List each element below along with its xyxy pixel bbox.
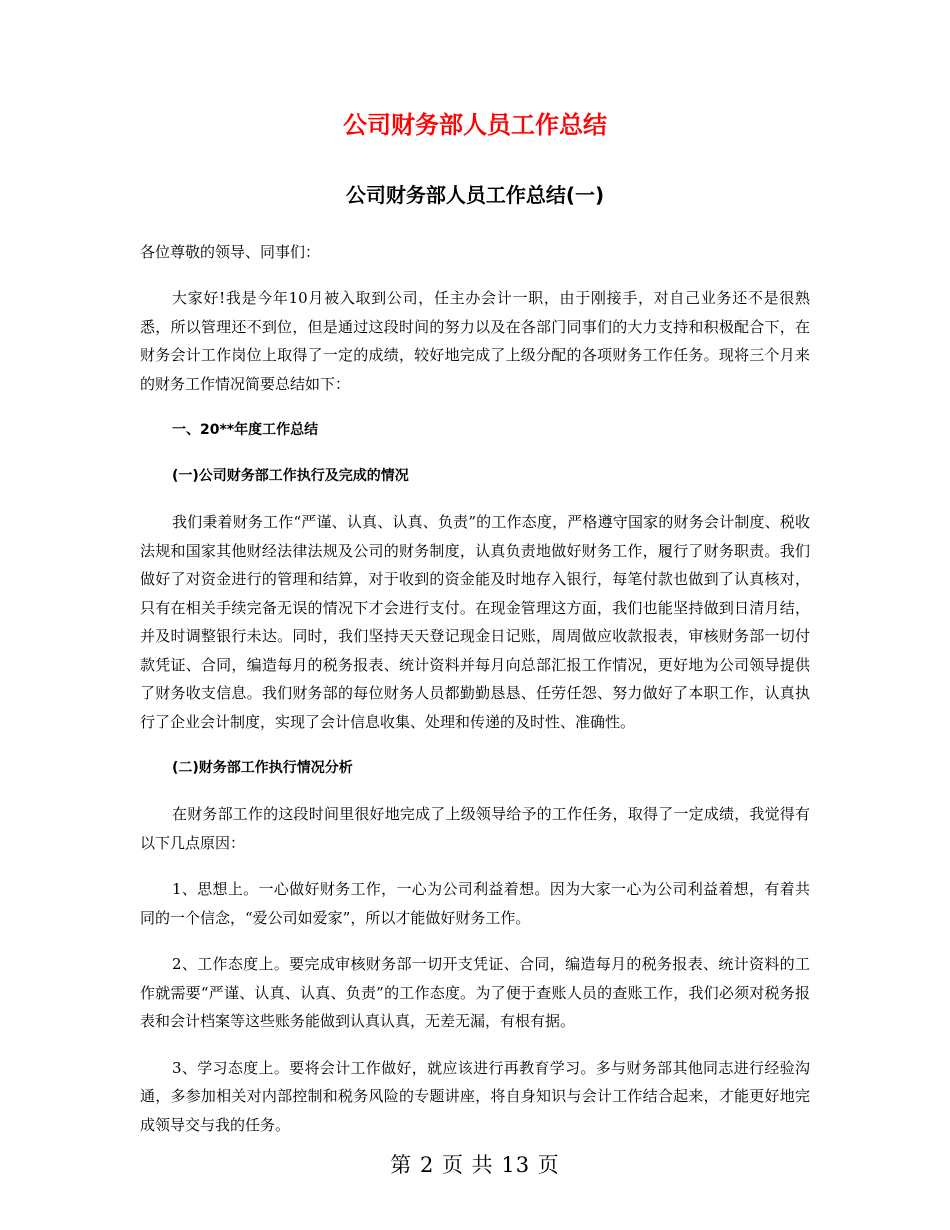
point-learning-attitude: 3、学习态度上。要将会计工作做好，就应该进行再教育学习。多与财务部其他同志进行经验沟通，多参加相关对内部控制和税务风险的专题讲座，将自身知识与会计工作结合起来，才能更好地完成领导交与我的任务。 — [140, 1058, 810, 1134]
document-body — [140, 238, 810, 1139]
execution-paragraph: 我们秉着财务工作“严谨、认真、认真、负责”的工作态度，严格遵守国家的财务会计制度、税收法规和国家其他财经法律法规及公司的财务制度，认真负责地做好财务工作，履行了财务职责。我们做好了对资金进行的管理和结算，对于收到的资金能及时地存入银行，每笔付款也做到了认真核对，只有在相关手续完备无误的情况下才会进行支付。在现金管理这方面，我们也能坚持做到日清月结，并及时调整银行未达。同时，我们坚持天天登记现金日记账，周周做应收款报表，审核财务部一切付款凭证、合同，编造每月的税务报表、统计资料并每月向总部汇报工作情况，更好地为公司领导提供了财务收支信息。我们财务部的每位财务人员都勤勤恳恳、任劳任怨、努力做好了本职工作，认真执行了企业会计制度，实现了会计信息收集、处理和传递的及时性、准确性。 — [140, 513, 810, 731]
page-number-footer: 第 2 页 共 13 页 — [390, 1153, 560, 1177]
section-heading-annual-summary: 一、20**年度工作总结 — [172, 422, 319, 438]
analysis-intro-paragraph: 在财务部工作的这段时间里很好地完成了上级领导给予的工作任务，取得了一定成绩，我觉得有以下几点原因： — [140, 805, 810, 852]
subsection-heading-execution: (一)公司财务部工作执行及完成的情况 — [172, 468, 409, 484]
point-work-attitude: 2、工作态度上。要完成审核财务部一切开支凭证、合同，编造每月的税务报表、统计资料的工作就需要“严谨、认真、认真、负责”的工作态度。为了便于查账人员的查账工作，我们必须对税务报表和会计档案等这些账务能做到认真认真，无差无漏，有根有据。 — [140, 955, 810, 1030]
subsection-heading-analysis: (二)财务部工作执行情况分析 — [172, 760, 353, 776]
document-subtitle: 公司财务部人员工作总结(一) — [345, 183, 605, 207]
point-thinking: 1、思想上。一心做好财务工作，一心为公司利益着想。因为大家一心为公司利益着想，有着共同的一个信念，“爱公司如爱家”，所以才能做好财务工作。 — [140, 880, 810, 927]
intro-paragraph: 大家好!我是今年10月被入取到公司，任主办会计一职，由于刚接手，对自己业务还不是很熟悉，所以管理还不到位，但是通过这段时间的努力以及在各部门同事们的大力支持和积极配合下，在财务会计工作岗位上取得了一定的成绩，较好地完成了上级分配的各项财务工作任务。现将三个月来的财务工作情况简要总结如下： — [140, 289, 810, 393]
greeting: 各位尊敬的领导、同事们： — [140, 243, 321, 261]
document-title: 公司财务部人员工作总结 — [343, 111, 607, 139]
